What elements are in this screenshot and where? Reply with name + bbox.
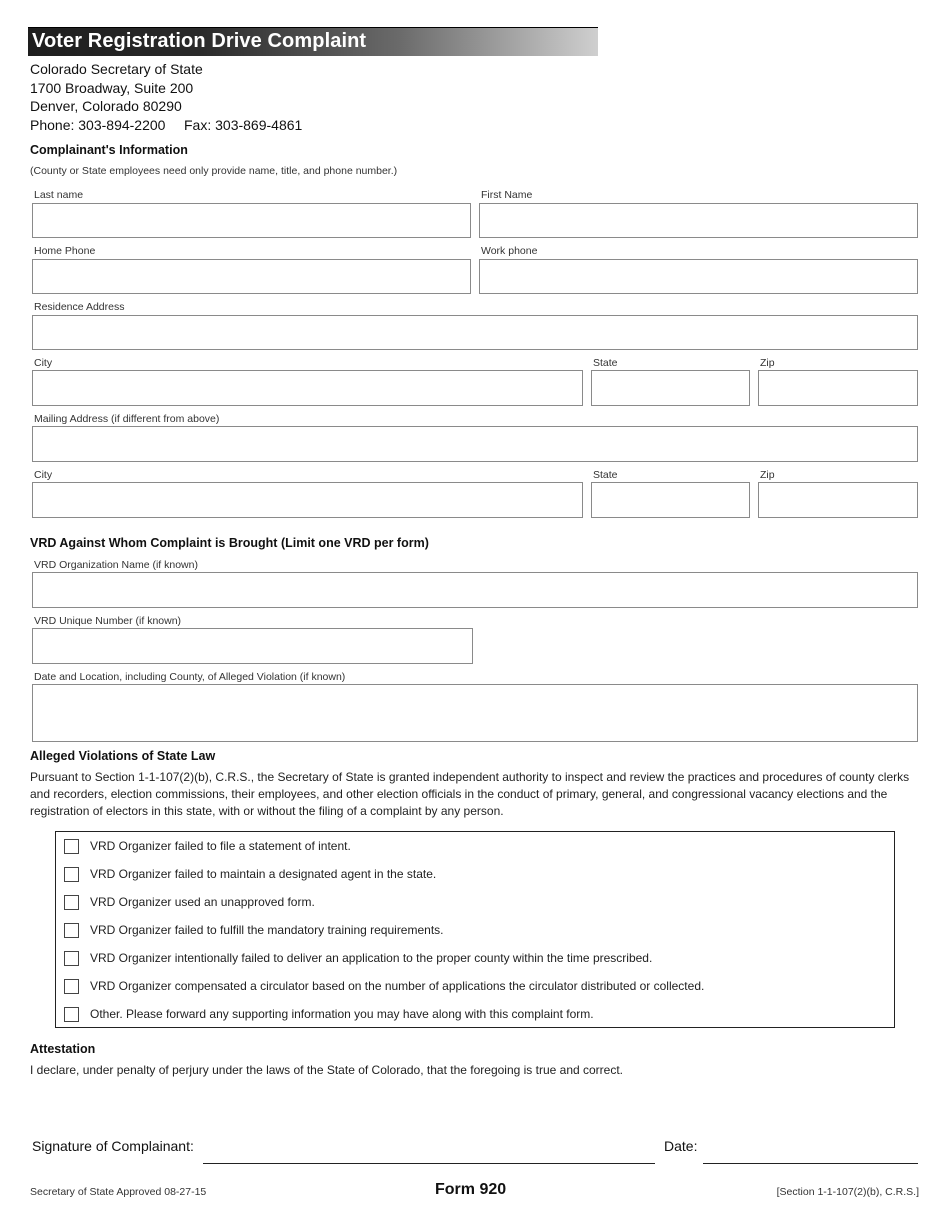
violation-item-label: Other. Please forward any supporting information you may have along with this complaint form. <box>90 1007 594 1021</box>
office-fax: Fax: 303-869-4861 <box>184 117 303 133</box>
mailing-address-field[interactable] <box>32 426 918 462</box>
violation-item-label: VRD Organizer used an unapproved form. <box>90 895 315 909</box>
date-label: Date: <box>664 1138 698 1154</box>
mailing-state-label: State <box>593 469 618 481</box>
checkbox[interactable] <box>64 923 79 938</box>
home-phone-field[interactable] <box>32 259 471 294</box>
city-field[interactable] <box>32 370 583 406</box>
signature-line[interactable] <box>203 1163 655 1164</box>
form-title: Voter Registration Drive Complaint <box>32 30 367 52</box>
zip-label: Zip <box>760 357 775 369</box>
first-name-field[interactable] <box>479 203 918 238</box>
violations-checklist <box>55 831 895 1028</box>
attestation-heading: Attestation <box>30 1042 96 1056</box>
date-location-label: Date and Location, including County, of Alleged Violation (if known) <box>34 671 346 683</box>
violations-heading: Alleged Violations of State Law <box>30 749 216 763</box>
signature-label: Signature of Complainant: <box>32 1138 194 1154</box>
state-field[interactable] <box>591 370 750 406</box>
mailing-address-label: Mailing Address (if different from above) <box>34 413 220 425</box>
vrd-heading <box>30 536 429 550</box>
zip-field[interactable] <box>758 370 918 406</box>
checkbox[interactable] <box>64 839 79 854</box>
complainant-heading: Complainant's Information <box>30 143 188 157</box>
checkbox[interactable] <box>64 867 79 882</box>
form-number: Form 920 <box>435 1181 507 1198</box>
checkbox[interactable] <box>64 951 79 966</box>
mailing-zip-field[interactable] <box>758 482 918 518</box>
office-city: Denver, Colorado 80290 <box>30 98 182 114</box>
violation-item-label: VRD Organizer compensated a circulator based on the number of applications the circulator distributed or collected. <box>90 979 705 993</box>
vrd-heading-main: VRD Against Whom Complaint is Brought <box>30 536 278 550</box>
mailing-city-label: City <box>34 469 53 481</box>
form-title-bar <box>28 27 598 56</box>
vrd-number-field[interactable] <box>32 628 473 664</box>
violations-paragraph: Pursuant to Section 1-1-107(2)(b), C.R.S., the Secretary of State is granted independent authority to inspect and review the practices and procedures of county clerks and recorders, election commissions, their employees, and other election officials in the conduct of primary, general, and congressional vacancy elections and the registration of electors in this state, with or without the filing of a complaint by any person. <box>30 770 910 818</box>
work-phone-label: Work phone <box>481 245 538 257</box>
vrd-org-label: VRD Organization Name (if known) <box>34 559 198 571</box>
statute-reference: [Section 1-1-107(2)(b), C.R.S.] <box>776 1186 919 1198</box>
office-phone: Phone: 303-894-2200 <box>30 117 166 133</box>
checkbox[interactable] <box>64 979 79 994</box>
work-phone-field[interactable] <box>479 259 918 294</box>
approval-note: Secretary of State Approved 08-27-15 <box>30 1186 207 1198</box>
residence-address-label: Residence Address <box>34 301 125 313</box>
mailing-city-field[interactable] <box>32 482 583 518</box>
checkbox[interactable] <box>64 895 79 910</box>
last-name-field[interactable] <box>32 203 471 238</box>
office-street: 1700 Broadway, Suite 200 <box>30 80 194 96</box>
checkbox[interactable] <box>64 1007 79 1022</box>
city-label: City <box>34 357 53 369</box>
mailing-state-field[interactable] <box>591 482 750 518</box>
last-name-label: Last name <box>34 189 84 201</box>
mailing-zip-label: Zip <box>760 469 775 481</box>
vrd-heading-note: (Limit one VRD per form) <box>280 536 429 550</box>
state-label: State <box>593 357 618 369</box>
date-line[interactable] <box>703 1163 918 1164</box>
violation-item-label: VRD Organizer intentionally failed to deliver an application to the proper county within the time prescribed. <box>90 951 653 965</box>
violation-item-label: VRD Organizer failed to file a statement of intent. <box>90 839 351 853</box>
vrd-number-label: VRD Unique Number (if known) <box>34 615 182 627</box>
violation-item-label: VRD Organizer failed to maintain a designated agent in the state. <box>90 867 437 881</box>
home-phone-label: Home Phone <box>34 245 96 257</box>
complainant-hint: (County or State employees need only provide name, title, and phone number.) <box>30 165 398 177</box>
office-name: Colorado Secretary of State <box>30 61 203 77</box>
date-location-field[interactable] <box>32 684 918 742</box>
violation-item-label: VRD Organizer failed to fulfill the mandatory training requirements. <box>90 923 444 937</box>
residence-address-field[interactable] <box>32 315 918 350</box>
attestation-text: I declare, under penalty of perjury under the laws of the State of Colorado, that the foregoing is true and correct. <box>30 1063 624 1077</box>
vrd-org-field[interactable] <box>32 572 918 608</box>
first-name-label: First Name <box>481 189 533 201</box>
